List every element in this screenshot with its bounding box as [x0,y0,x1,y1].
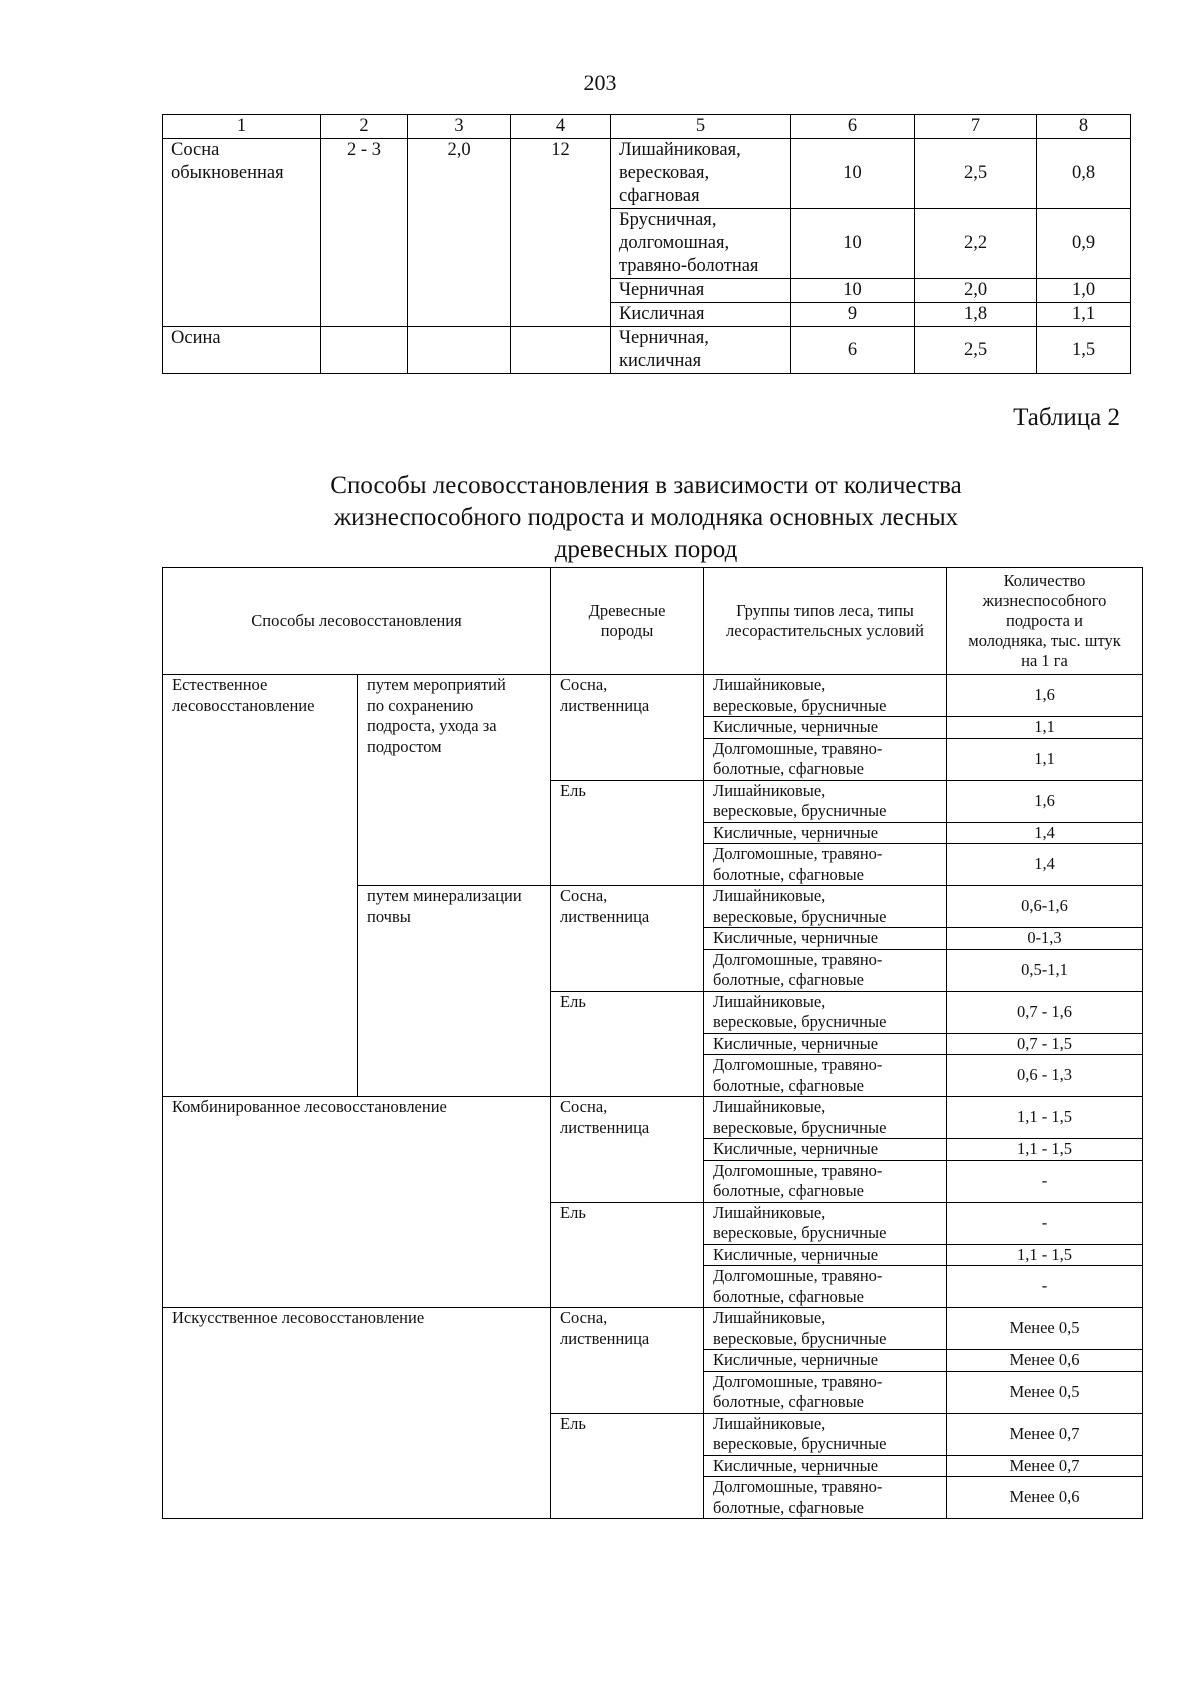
forest-type-cell: Черничная, кисличная [611,327,791,374]
submethod-preservation: путем мероприятий по сохранению подроста, ухода за подростом [358,675,551,886]
forest-group-cell: Кисличные, черничные [704,717,947,739]
forest-group-cell: Лишайниковые, вересковые, брусничные [704,780,947,822]
table-1-col-header: 2 [321,115,408,139]
species-cell: Осина [163,327,321,374]
table-row [163,139,1131,209]
quantity-cell: 1,1 - 1,5 [947,1139,1143,1161]
quantity-cell: 1,1 - 1,5 [947,1097,1143,1139]
table-2 [162,567,1143,1519]
quantity-cell: Менее 0,5 [947,1308,1143,1350]
header-quantity: Количество жизнеспособного подроста и молодняка, тыс. штук на 1 га [947,568,1143,675]
forest-group-cell: Кисличные, черничные [704,1244,947,1266]
table-cell: 10 [791,139,915,209]
species-cell: Сосна, лиственница [551,1308,704,1414]
species-cell: Сосна, лиственница [551,675,704,781]
species-cell: Сосна обыкновенная [163,139,321,327]
forest-group-cell: Лишайниковые, вересковые, брусничные [704,1097,947,1139]
forest-group-cell: Долгомошные, травяно- болотные, сфагновые [704,1055,947,1097]
species-cell: Ель [551,1413,704,1519]
table-cell: 10 [791,279,915,303]
species-cell: Ель [551,780,704,886]
quantity-cell: 1,6 [947,675,1143,717]
species-cell: Ель [551,1202,704,1308]
forest-type-cell: Лишайниковая, вересковая, сфагновая [611,139,791,209]
table-cell: 1,5 [1037,327,1131,374]
quantity-cell: Менее 0,6 [947,1350,1143,1372]
quantity-cell: Менее 0,7 [947,1455,1143,1477]
quantity-cell: 0,5-1,1 [947,949,1143,991]
quantity-cell: 0,6 - 1,3 [947,1055,1143,1097]
table-1-col-header: 3 [408,115,511,139]
submethod-mineralization: путем минерализации почвы [358,886,551,1097]
table-cell: 2,5 [915,327,1037,374]
table-cell: 9 [791,303,915,327]
table-1-header-row [163,115,1131,139]
forest-group-cell: Кисличные, черничные [704,1350,947,1372]
forest-type-cell: Брусничная, долгомошная, травяно-болотная [611,209,791,279]
table-cell: 6 [791,327,915,374]
table-1-col-header: 1 [163,115,321,139]
table-cell: 1,0 [1037,279,1131,303]
method-natural: Естественное лесовосстановление [163,675,358,1097]
header-species: Древесные породы [551,568,704,675]
quantity-cell: - [947,1266,1143,1308]
table-1-col-header: 6 [791,115,915,139]
page-number: 203 [583,70,617,95]
quantity-cell: Менее 0,5 [947,1371,1143,1413]
table-2-caption: Таблица 2 [1013,404,1120,431]
forest-group-cell: Лишайниковые, вересковые, брусничные [704,1413,947,1455]
quantity-cell: Менее 0,7 [947,1413,1143,1455]
forest-group-cell: Кисличные, черничные [704,1455,947,1477]
forest-group-cell: Лишайниковые, вересковые, брусничные [704,886,947,928]
table-1-col-header: 7 [915,115,1037,139]
table-1-col-header: 4 [511,115,611,139]
table-2-title: Способы лесовосстановления в зависимости от количества жизнеспособного подроста и молодняка основных лесных древесных пород [330,472,962,563]
forest-group-cell: Долгомошные, травяно- болотные, сфагновые [704,1371,947,1413]
forest-group-cell: Долгомошные, травяно- болотные, сфагновые [704,738,947,780]
table-cell: 0,9 [1037,209,1131,279]
table-row [163,327,1131,374]
table-row [163,1097,1143,1139]
species-cell: Сосна, лиственница [551,1097,704,1203]
forest-type-cell: Кисличная [611,303,791,327]
quantity-cell: 1,1 [947,717,1143,739]
quantity-cell: 0-1,3 [947,928,1143,950]
quantity-cell: - [947,1202,1143,1244]
forest-group-cell: Долгомошные, травяно- болотные, сфагновые [704,1477,947,1519]
forest-type-cell: Черничная [611,279,791,303]
forest-group-cell: Кисличные, черничные [704,822,947,844]
quantity-cell: 0,7 - 1,6 [947,991,1143,1033]
table-cell: 2,5 [915,139,1037,209]
forest-group-cell: Долгомошные, травяно- болотные, сфагновые [704,949,947,991]
table-cell: 2,2 [915,209,1037,279]
forest-group-cell: Кисличные, черничные [704,1033,947,1055]
species-cell: Сосна, лиственница [551,886,704,992]
species-cell: Ель [551,991,704,1097]
quantity-cell: - [947,1160,1143,1202]
forest-group-cell: Долгомошные, травяно- болотные, сфагновые [704,1266,947,1308]
quantity-cell: 1,4 [947,844,1143,886]
table-1-col-header: 8 [1037,115,1131,139]
quantity-cell: 1,4 [947,822,1143,844]
table-2-header-row [163,568,1143,675]
quantity-cell: 1,1 [947,738,1143,780]
forest-group-cell: Лишайниковые, вересковые, брусничные [704,1308,947,1350]
forest-group-cell: Долгомошные, травяно- болотные, сфагновые [704,1160,947,1202]
forest-group-cell: Лишайниковые, вересковые, брусничные [704,675,947,717]
table-row [163,1308,1143,1350]
method-combined: Комбинированное лесовосстановление [163,1097,551,1308]
table-cell: 12 [511,139,611,327]
table-cell: 0,8 [1037,139,1131,209]
header-forest-groups: Группы типов леса, типы лесорастительсных условий [704,568,947,675]
quantity-cell: 1,6 [947,780,1143,822]
table-cell [408,327,511,374]
method-artificial: Искусственное лесовосстановление [163,1308,551,1519]
table-cell: 2 - 3 [321,139,408,327]
quantity-cell: 0,7 - 1,5 [947,1033,1143,1055]
forest-group-cell: Кисличные, черничные [704,1139,947,1161]
header-methods: Способы лесовосстановления [163,568,551,675]
table-cell [511,327,611,374]
table-cell: 1,8 [915,303,1037,327]
forest-group-cell: Кисличные, черничные [704,928,947,950]
forest-group-cell: Лишайниковые, вересковые, брусничные [704,1202,947,1244]
table-cell: 2,0 [408,139,511,327]
table-1 [162,114,1131,374]
table-cell [321,327,408,374]
table-row [163,675,1143,717]
table-1-col-header: 5 [611,115,791,139]
quantity-cell: Менее 0,6 [947,1477,1143,1519]
quantity-cell: 0,6-1,6 [947,886,1143,928]
table-cell: 2,0 [915,279,1037,303]
forest-group-cell: Лишайниковые, вересковые, брусничные [704,991,947,1033]
forest-group-cell: Долгомошные, травяно- болотные, сфагновые [704,844,947,886]
table-cell: 1,1 [1037,303,1131,327]
table-cell: 10 [791,209,915,279]
quantity-cell: 1,1 - 1,5 [947,1244,1143,1266]
